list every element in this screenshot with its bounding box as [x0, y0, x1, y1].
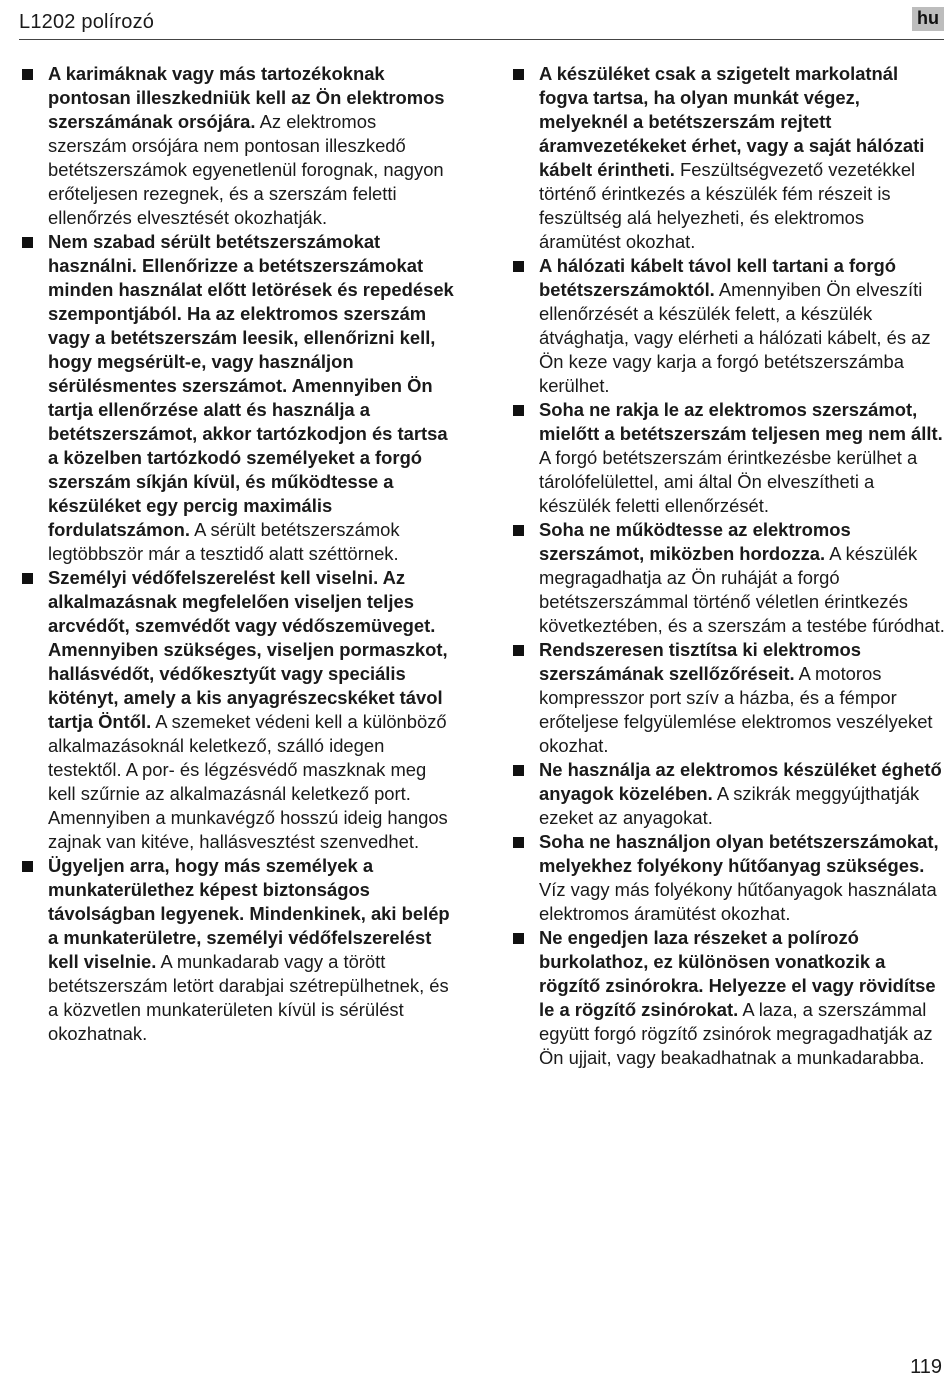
square-bullet-icon [513, 69, 524, 80]
item-normal-text: Feszültségvezető vezetékkel történő érintkezés a készülék fém részeit is feszültség alá helyezheti, és elektromos áramütést okozhat. [539, 159, 916, 252]
item-bold-text: Rendszeresen tisztítsa ki elektromos szerszámának szellőzőréseit. [539, 639, 861, 684]
item-bold-text: Ügyeljen arra, hogy más személyek a munkaterülethez képest biztonságos távolságban legyenek. Mindenkinek, aki belép a munkaterületre, személyi védőfelszerelést kell viselnie. [48, 855, 450, 972]
page-number: 119 [910, 1356, 942, 1378]
list-item [510, 758, 948, 830]
language-badge: hu [912, 7, 944, 31]
square-bullet-icon [22, 861, 33, 872]
item-normal-text: A készülék megragadhatja az Ön ruháját a forgó betétszerszámmal történő véletlen érintkezés következtében, és a szerszám a testébe fúródhat. [539, 543, 945, 636]
item-normal-text: A forgó betétszerszám érintkezésbe kerülhet a tárolófelülettel, ami által Ön elveszítheti a készülék feletti ellenőrzését. [539, 447, 918, 516]
list-item [19, 62, 457, 230]
square-bullet-icon [513, 837, 524, 848]
square-bullet-icon [513, 405, 524, 416]
list-item [19, 566, 457, 854]
item-bold-text: A hálózati kábelt távol kell tartani a forgó betétszerszámoktól. [539, 255, 896, 300]
item-normal-text: A szemeket védeni kell a különböző alkalmazásoknál keletkező, szálló idegen testektől. A por- és légzésvédő maszknak meg kell szűrnie az alkalmazásnál keletkező port. Amennyiben a munkavégző hosszú ideig hangos zajnak van kitéve, hallásvesztést szenvedhet. [48, 711, 448, 852]
header-divider [19, 39, 944, 40]
item-bold-text: Soha ne rakja le az elektromos szerszámot, mielőtt a betétszerszám teljesen meg nem állt. [539, 399, 943, 444]
square-bullet-icon [513, 525, 524, 536]
item-bold-text: A karimáknak vagy más tartozékoknak pontosan illeszkedniük kell az Ön elektromos szerszámának orsójára. [48, 63, 445, 132]
item-normal-text: Amennyiben Ön elveszíti ellenőrzését a készülék felett, a készülék átvághatja, vagy elérheti a hálózati kábelt, és az Ön keze vagy karja a forgó betétszerszámba kerülhet. [539, 279, 931, 396]
item-bold-text: Soha ne működtesse az elektromos szerszámot, miközben hordozza. [539, 519, 851, 564]
item-normal-text: A motoros kompresszor port szív a házba, és a fémpor erőteljese felgyülemlése elektromos veszélyeket okozhat. [539, 663, 933, 756]
item-normal-text: Víz vagy más folyékony hűtőanyagok használata elektromos áramütést okozhat. [539, 879, 937, 924]
list-item [510, 62, 948, 254]
document-title: L1202 polírozó [19, 11, 155, 33]
list-item [510, 638, 948, 758]
list-item [510, 254, 948, 398]
item-bold-text: Ne engedjen laza részeket a polírozó burkolathoz, ez különösen vonatkozik a rögzítő zsinórokra. Helyezze el vagy rövidítse le a rögzítő zsinórokat. [539, 927, 936, 1020]
list-item [510, 398, 948, 518]
item-normal-text: A munkadarab vagy a törött betétszerszám letört darabjai szétrepülhetnek, és a közvetlen munkaterületen kívül is sérülést okozhatnak. [48, 951, 449, 1044]
list-item [510, 830, 948, 926]
square-bullet-icon [513, 261, 524, 272]
left-column [19, 62, 457, 1046]
square-bullet-icon [22, 573, 33, 584]
list-item [19, 230, 457, 566]
item-bold-text: A készüléket csak a szigetelt markolatnál fogva tartsa, ha olyan munkát végez, melyeknél a betétszerszám rejtett áramvezetékeket érhet, vagy a saját hálózati kábelt érintheti. [539, 63, 925, 180]
square-bullet-icon [22, 69, 33, 80]
item-bold-text: Személyi védőfelszerelést kell viselni. Az alkalmazásnak megfelelően viseljen teljes arcvédőt, szemvédőt vagy védőszemüveget. Amennyiben szükséges, viseljen pormaszkot, hallásvédőt, védőkesztyűt vagy speciális kötényt, amely a kis anyagrészecskéket távol tartja Öntől. [48, 567, 448, 732]
square-bullet-icon [513, 933, 524, 944]
square-bullet-icon [513, 765, 524, 776]
list-item [510, 518, 948, 638]
item-normal-text: A szikrák meggyújthatják ezeket az anyagokat. [539, 783, 920, 828]
item-normal-text: A laza, a szerszámmal együtt forgó rögzítő zsinórok megragadhatják az Ön ujjait, vagy beakadhatnak a munkadarabba. [539, 999, 933, 1068]
list-item [510, 926, 948, 1070]
square-bullet-icon [22, 237, 33, 248]
item-normal-text: Az elektromos szerszám orsójára nem pontosan illeszkedő betétszerszámok egyenetlenül forognak, nagyon erőteljesen rezegnek, és a szerszám feletti ellenőrzés elvesztését okozhatják. [48, 111, 444, 228]
item-bold-text: Ne használja az elektromos készüléket éghető anyagok közelében. [539, 759, 942, 804]
item-bold-text: Soha ne használjon olyan betétszerszámokat, melyekhez folyékony hűtőanyag szükséges. [539, 831, 939, 876]
item-normal-text: A sérült betétszerszámok legtöbbször már a tesztidő alatt széttörnek. [48, 519, 400, 564]
right-column [510, 62, 948, 1070]
list-item [19, 854, 457, 1046]
item-bold-text: Nem szabad sérült betétszerszámokat használni. Ellenőrizze a betétszerszámokat minden használat előtt letörések és repedések szempontjából. Ha az elektromos szerszám vagy a betétszerszám leesik, ellenőrizni kell, hogy megsérült-e, vagy használjon sérülésmentes szerszámot. Amennyiben Ön tartja ellenőrzése alatt és használja a betétszerszámot, akkor tartózkodjon és tartsa a közelben tartózkodó személyeket a forgó szerszám síkján kívül, és működtesse a készüléket egy percig maximális fordulatszámon. [48, 231, 454, 540]
square-bullet-icon [513, 645, 524, 656]
